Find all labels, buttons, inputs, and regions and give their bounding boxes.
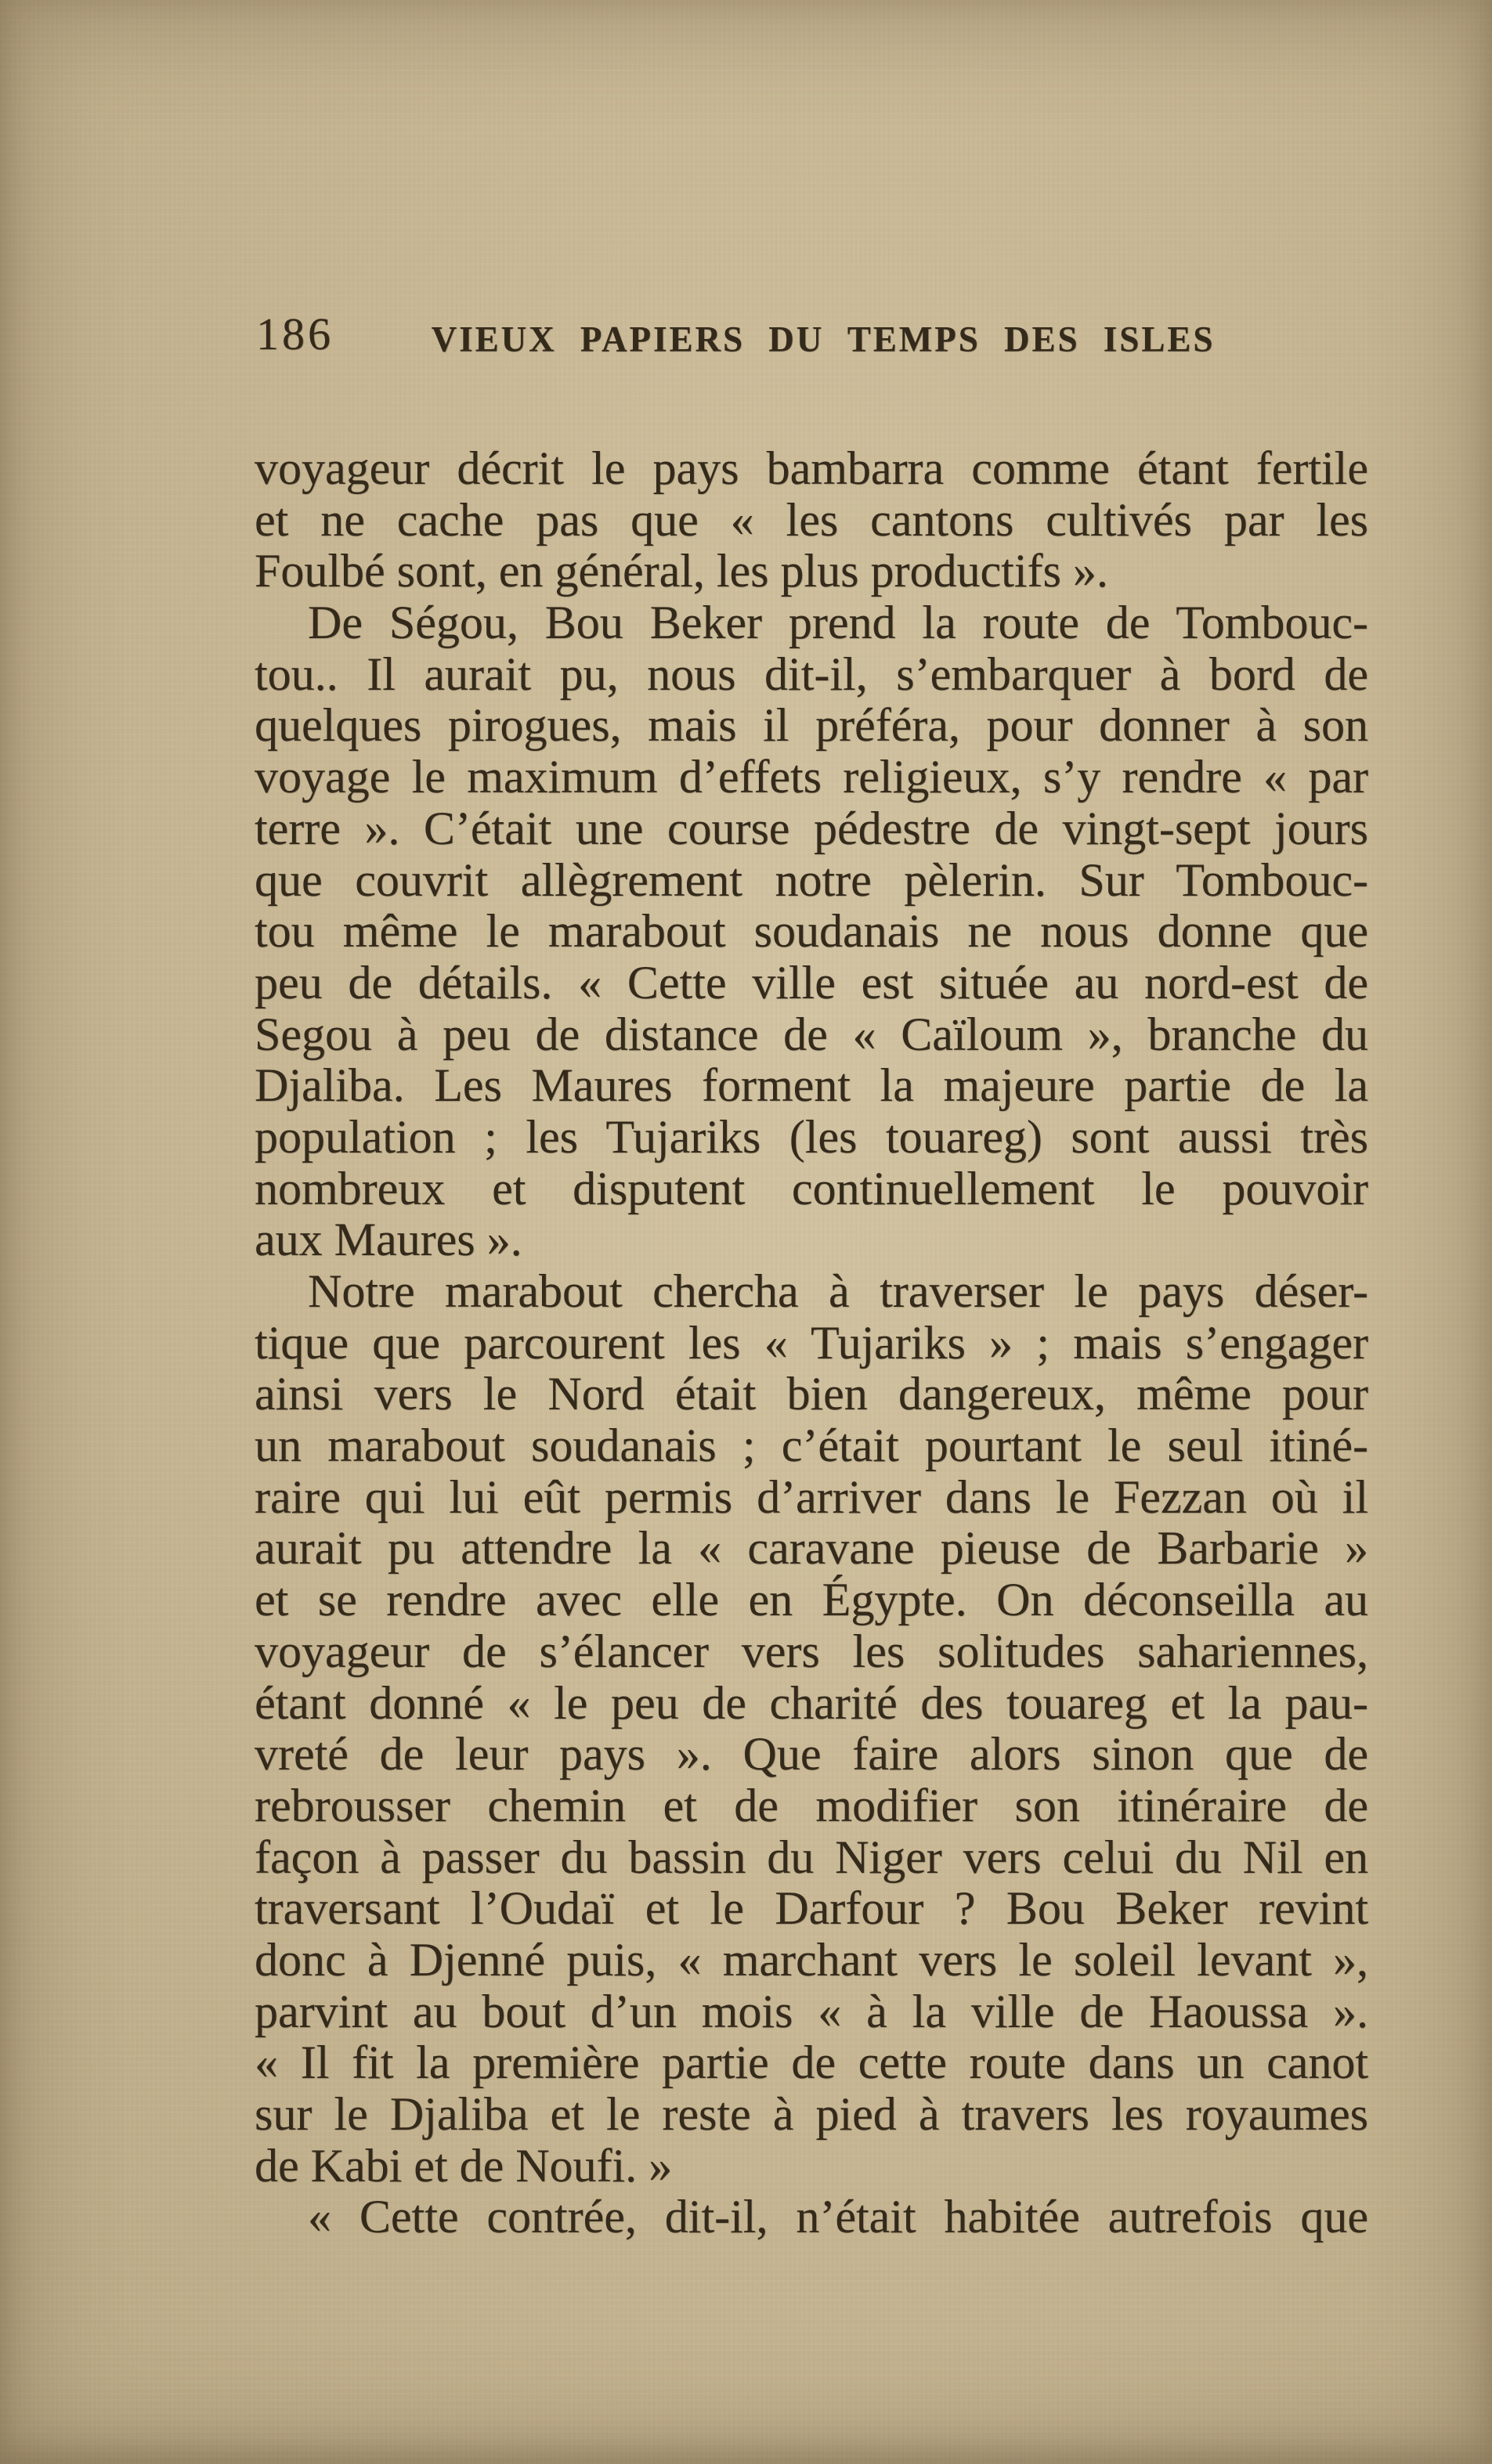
text-line: De Ségou, Bou Beker prend la route de Tombouc- <box>308 597 1368 649</box>
text-line: population ; les Tujariks (les touareg) sont aussi très <box>255 1110 1368 1163</box>
text-line: que couvrit allègrement notre pèlerin. Sur Tombouc- <box>255 853 1368 906</box>
running-title: VIEUX PAPIERS DU TEMPS DES ISLES <box>431 318 1216 359</box>
text-line: peu de détails. « Cette ville est située au nord-est de <box>255 956 1368 1008</box>
text-line: voyage le maximum d’effets religieux, s’y rendre « par <box>255 751 1368 803</box>
text-line: étant donné « le peu de charité des touareg et la pau- <box>255 1676 1368 1729</box>
text-line: « Cette contrée, dit-il, n’était habitée autrefois que <box>308 2191 1368 2243</box>
text-line: Foulbé sont, en général, les plus productifs ». <box>255 545 1108 597</box>
text-line: donc à Djenné puis, « marchant vers le soleil levant », <box>255 1933 1368 1986</box>
text-line: aux Maures ». <box>255 1214 522 1266</box>
text-line: et ne cache pas que « les cantons cultivés par les <box>255 493 1368 546</box>
text-line: ainsi vers le Nord était bien dangereux, même pour <box>255 1368 1368 1420</box>
text-line: vreté de leur pays ». Que faire alors sinon que de <box>255 1728 1368 1780</box>
text-line: raire qui lui eût permis d’arriver dans le Fezzan où il <box>255 1470 1368 1523</box>
running-head <box>255 308 1368 368</box>
text-line: façon à passer du bassin du Niger vers celui du Nil en <box>255 1831 1368 1883</box>
text-line: Djaliba. Les Maures forment la majeure partie de la <box>255 1059 1368 1112</box>
page-number: 186 <box>256 308 334 359</box>
text-line: Segou à peu de distance de « Caïloum », branche du <box>255 1008 1368 1060</box>
text-line: voyageur décrit le pays bambarra comme étant fertile <box>255 442 1368 494</box>
text-line: voyageur de s’élancer vers les solitudes sahariennes, <box>255 1625 1368 1677</box>
text-line: aurait pu attendre la « caravane pieuse de Barbarie » <box>255 1522 1368 1575</box>
text-line: « Il fit la première partie de cette route dans un canot <box>255 2036 1368 2089</box>
text-line: parvint au bout d’un mois « à la ville de Haoussa ». <box>255 1985 1368 2037</box>
text-line: sur le Djaliba et le reste à pied à travers les royaumes <box>255 2088 1368 2140</box>
text-line: de Kabi et de Noufi. » <box>255 2139 673 2192</box>
page-text-block <box>255 443 1368 2243</box>
text-line: et se rendre avec elle en Égypte. On déconseilla au <box>255 1574 1368 1626</box>
text-line: Notre marabout chercha à traverser le pays déser- <box>308 1265 1368 1317</box>
text-line: rebrousser chemin et de modifier son itinéraire de <box>255 1779 1368 1831</box>
text-line: quelques pirogues, mais il préféra, pour donner à son <box>255 699 1368 752</box>
text-line: un marabout soudanais ; c’était pourtant le seul itiné- <box>255 1420 1368 1472</box>
text-line: traversant l’Oudaï et le Darfour ? Bou Beker revint <box>255 1882 1368 1935</box>
text-line: tou même le marabout soudanais ne nous donne que <box>255 905 1368 958</box>
text-line: tique que parcourent les « Tujariks » ; mais s’engager <box>255 1316 1368 1369</box>
text-line: nombreux et disputent continuellement le pouvoir <box>255 1162 1368 1214</box>
text-line: terre ». C’était une course pédestre de vingt-sept jours <box>255 802 1368 854</box>
text-line: tou.. Il aurait pu, nous dit-il, s’embarquer à bord de <box>255 648 1368 700</box>
